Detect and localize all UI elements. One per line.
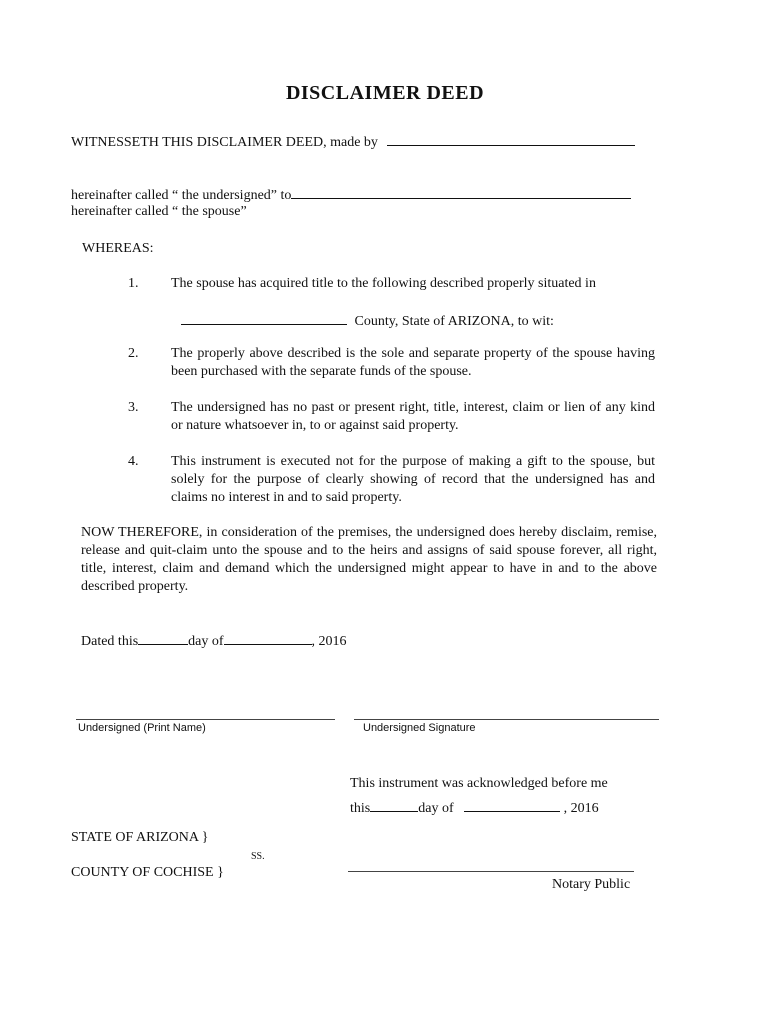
notary-public-label: Notary Public <box>552 877 631 892</box>
dated-month-field[interactable] <box>224 631 312 645</box>
spouse-name-field[interactable] <box>291 185 631 199</box>
signature-label: Undersigned Signature <box>363 722 476 734</box>
spouse-line: hereinafter called “ the spouse” <box>71 204 247 219</box>
item-number: 1. <box>128 276 139 291</box>
item-number: 3. <box>128 400 139 415</box>
print-name-label: Undersigned (Print Name) <box>78 722 206 734</box>
undersigned-line <box>71 185 631 205</box>
whereas-heading: WHEREAS: <box>82 241 154 256</box>
made-by-field[interactable] <box>387 132 635 146</box>
county-line <box>181 311 554 331</box>
dated-line <box>81 631 347 651</box>
dated-day-of: day of <box>188 634 224 649</box>
acknowledgment-line: This instrument was acknowledged before me <box>350 776 608 791</box>
ack-year: , 2016 <box>563 801 599 816</box>
acknowledgment-date-line <box>350 798 599 818</box>
dated-prefix: Dated this <box>81 634 139 649</box>
item-number: 4. <box>128 454 139 469</box>
ack-day-field[interactable] <box>370 798 418 812</box>
ack-this: this <box>350 801 371 816</box>
dated-year: , 2016 <box>311 634 347 649</box>
dated-day-field[interactable] <box>138 631 188 645</box>
county-field[interactable] <box>181 311 347 325</box>
item-text: This instrument is executed not for the purpose of making a gift to the spouse, but solely for the purpose of clearly showing of record that the undersigned has and claims no interest in and to said property. <box>171 454 655 505</box>
item-text: The undersigned has no past or present right, title, interest, claim or lien of any kind or nature whatsoever in, to or against said property. <box>171 400 655 433</box>
witness-text: WITNESSETH THIS DISCLAIMER DEED, made by <box>71 135 378 150</box>
undersigned-text: hereinafter called “ the undersigned” to <box>71 188 292 203</box>
ack-month-field[interactable] <box>464 798 560 812</box>
witness-line <box>71 132 635 152</box>
ack-day-of: day of <box>418 801 454 816</box>
venue-county: COUNTY OF COCHISE } <box>71 865 224 880</box>
item-text: The properly above described is the sole and separate property of the spouse having been purchased with the separate funds of the spouse. <box>171 346 655 379</box>
venue-state: STATE OF ARIZONA } <box>71 830 209 845</box>
venue-ss: SS. <box>251 851 265 862</box>
county-text: County, State of ARIZONA, to wit: <box>354 314 554 329</box>
print-name-line[interactable] <box>76 719 335 720</box>
item-text: The spouse has acquired title to the following described properly situated in <box>171 276 596 291</box>
notary-signature-line[interactable] <box>348 871 634 872</box>
now-therefore-paragraph: NOW THEREFORE, in consideration of the premises, the undersigned does hereby disclaim, remise, release and quit-claim unto the spouse and to the heirs and assigns of said spouse forever, all right, title, interest, claim and demand which the undersigned might appear to have in and to the above described property. <box>81 525 657 594</box>
signature-line[interactable] <box>354 719 659 720</box>
item-number: 2. <box>128 346 139 361</box>
document-title: DISCLAIMER DEED <box>285 82 485 104</box>
